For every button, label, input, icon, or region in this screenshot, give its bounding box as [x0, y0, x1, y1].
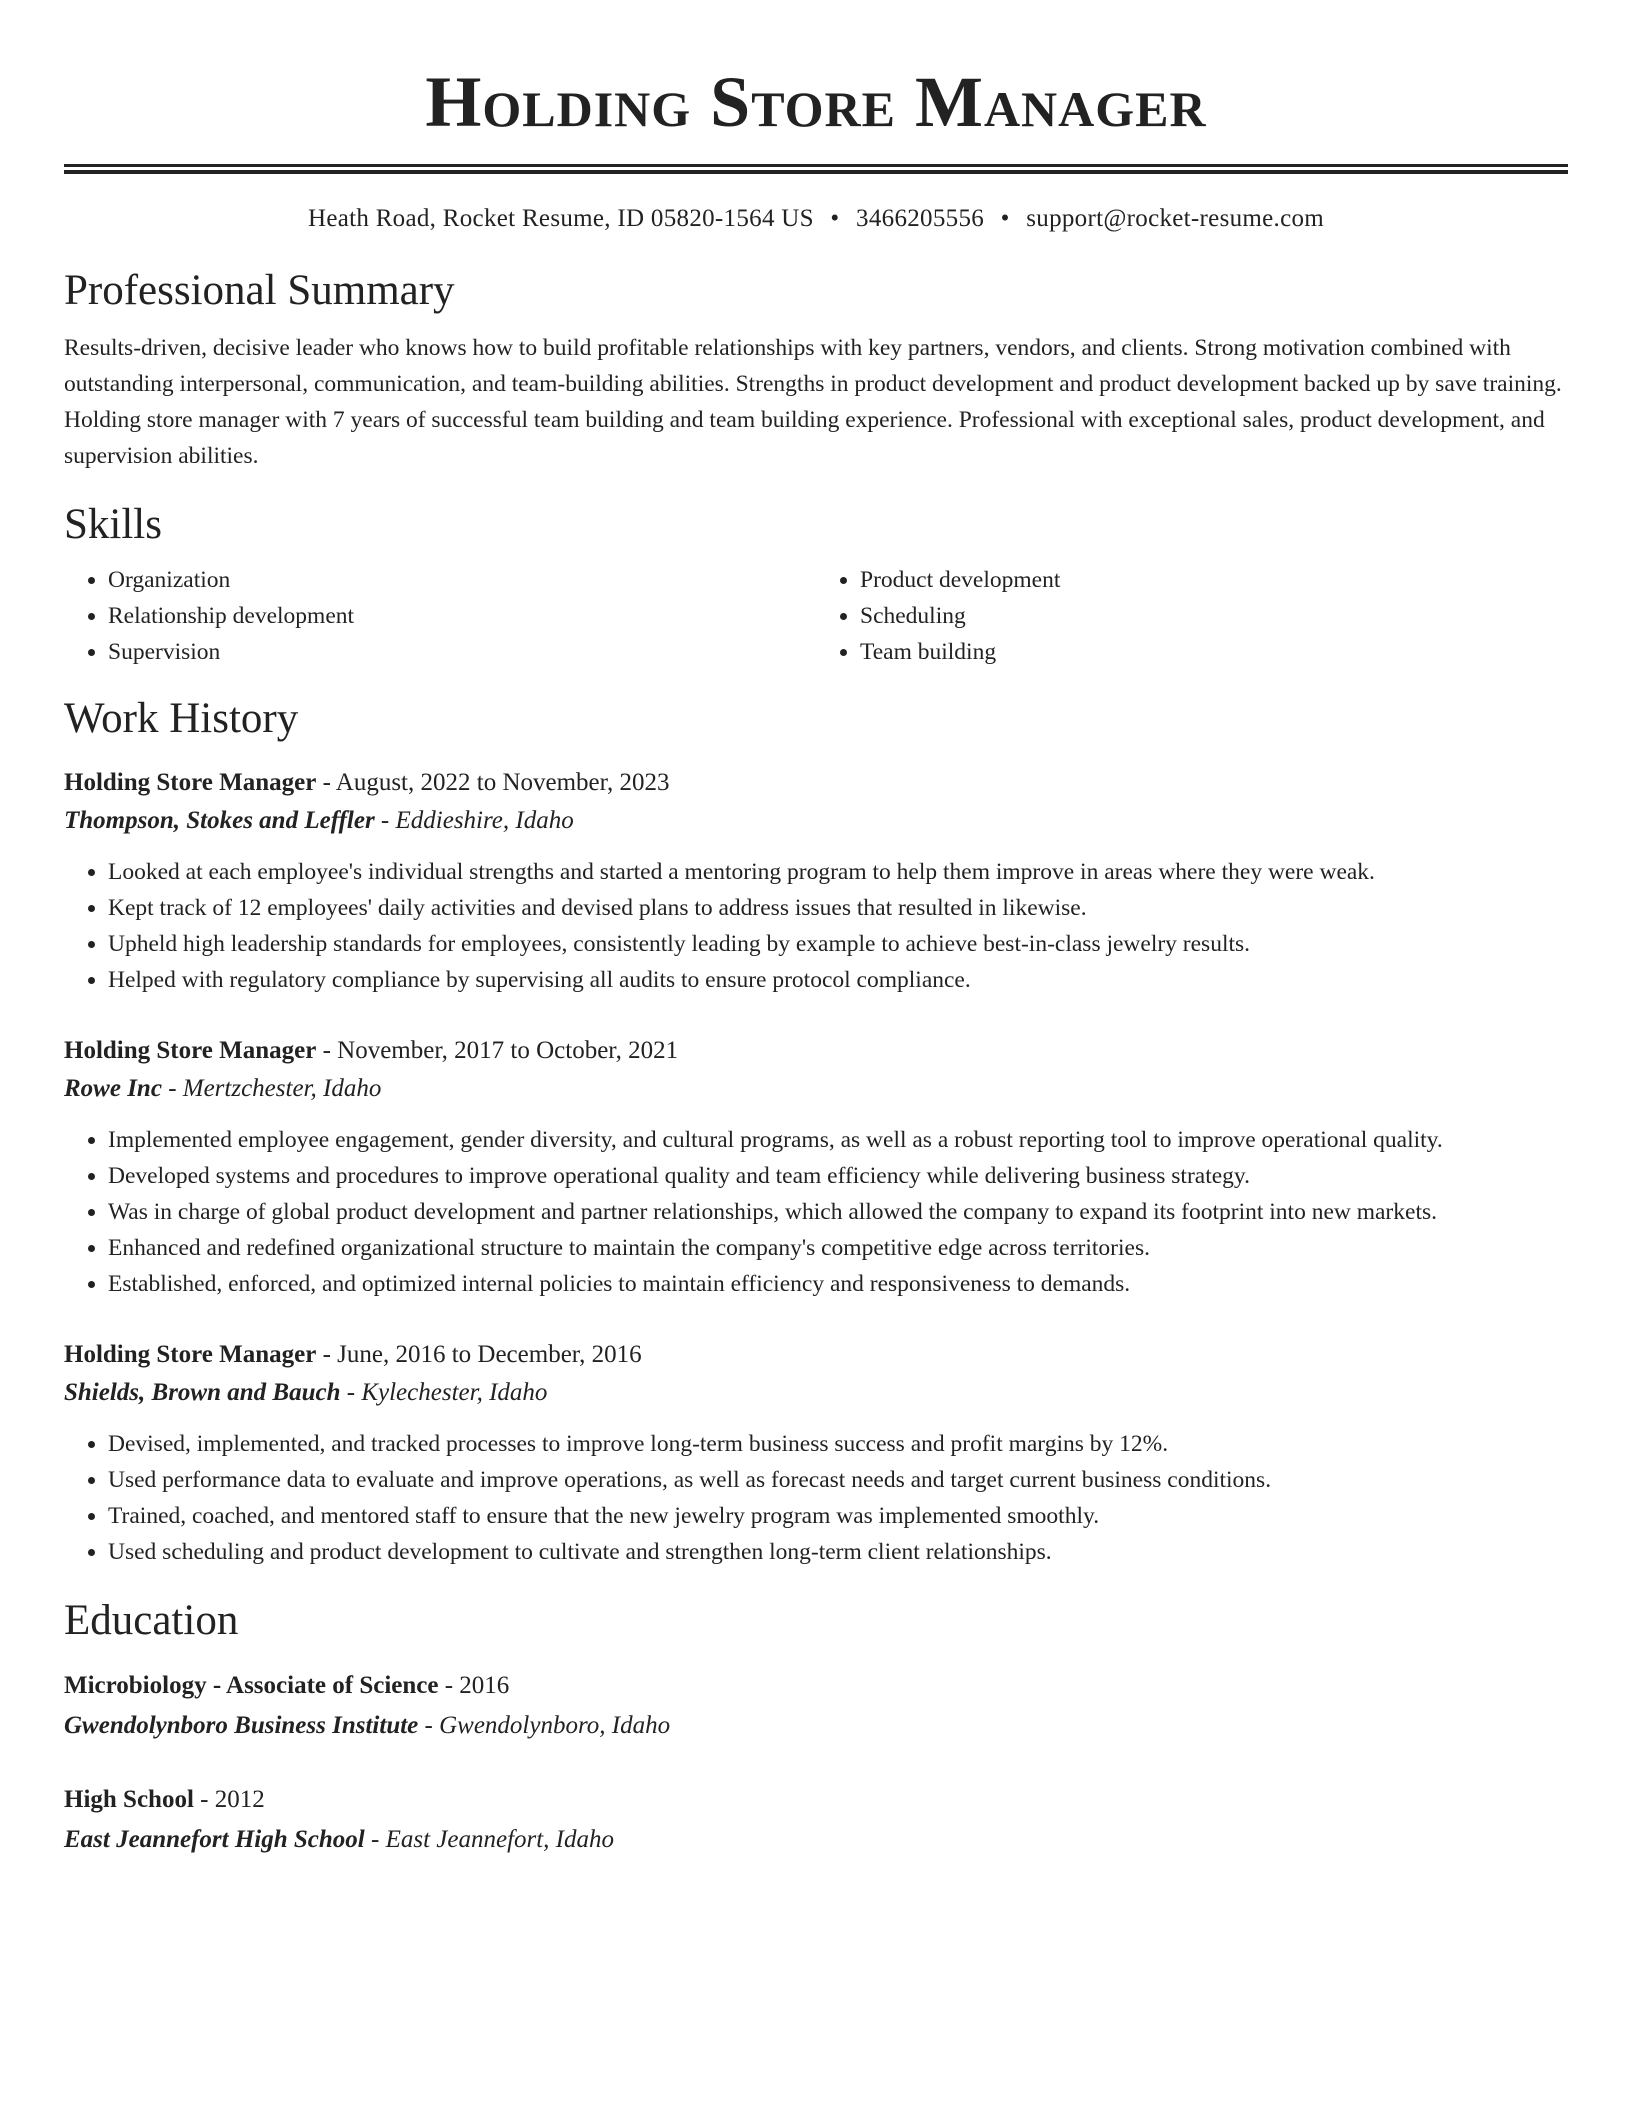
job-title-line	[64, 1336, 1568, 1374]
skills-heading: Skills	[64, 501, 162, 548]
dash: -	[364, 1826, 386, 1853]
job-bullet: • Developed systems and procedures to improve operational quality and team efficiency while delivering business strategy.	[108, 1158, 1568, 1194]
contact-email: support@rocket-resume.com	[1026, 205, 1325, 232]
job-dates: November, 2017 to October, 2021	[337, 1037, 679, 1064]
job-company-line	[64, 1374, 1568, 1412]
skill-item: • Organization	[108, 562, 816, 598]
job-entry	[64, 1336, 1568, 1570]
job-company: Shields, Brown and Bauch	[64, 1379, 341, 1406]
summary-heading: Professional Summary	[64, 267, 455, 314]
dash: -	[316, 1037, 338, 1064]
job-bullet: • Used scheduling and product development to cultivate and strengthen long-term client relationships.	[108, 1534, 1568, 1570]
skills-section	[64, 498, 1568, 670]
education-school: Gwendolynboro Business Institute	[64, 1712, 419, 1739]
education-entry	[64, 1780, 1568, 1860]
skill-item: • Relationship development	[108, 598, 816, 634]
dash: -	[438, 1672, 460, 1699]
job-company-line	[64, 802, 1568, 840]
job-bullet: • Was in charge of global product development and partner relationships, which allowed the company to expand its footprint into new markets.	[108, 1194, 1568, 1230]
job-bullet: • Looked at each employee's individual strengths and started a mentoring program to help them improve in areas where they were weak.	[108, 854, 1568, 890]
header-double-rule	[64, 164, 1568, 174]
education-degree-line	[64, 1666, 1568, 1706]
resume-name: Holding Store Manager	[425, 62, 1207, 142]
education-section	[64, 1594, 1568, 1860]
skill-item: • Supervision	[108, 634, 816, 670]
dash: -	[340, 1379, 362, 1406]
summary-section	[64, 264, 1568, 474]
job-bullet: • Kept track of 12 employees' daily activities and devised plans to address issues that resulted in likewise.	[108, 890, 1568, 926]
skill-item: • Scheduling	[860, 598, 1568, 634]
job-company-line	[64, 1070, 1568, 1108]
education-entry	[64, 1666, 1568, 1746]
job-bullets	[64, 1426, 1568, 1570]
skill-item: • Team building	[860, 634, 1568, 670]
skills-list-right	[816, 562, 1568, 670]
job-bullet: • Helped with regulatory compliance by supervising all audits to ensure protocol compliance.	[108, 962, 1568, 998]
job-bullet: • Upheld high leadership standards for employees, consistently leading by example to achieve best-in-class jewelry results.	[108, 926, 1568, 962]
job-company: Thompson, Stokes and Leffler	[64, 807, 375, 834]
job-bullet: • Implemented employee engagement, gender diversity, and cultural programs, as well as a robust reporting tool to improve operational quality.	[108, 1122, 1568, 1158]
skill-item: • Product development	[860, 562, 1568, 598]
job-title-line	[64, 764, 1568, 802]
job-bullet: • Established, enforced, and optimized internal policies to maintain efficiency and responsiveness to demands.	[108, 1266, 1568, 1302]
job-location: Kylechester, Idaho	[361, 1379, 548, 1406]
education-degree: Microbiology - Associate of Science	[64, 1672, 439, 1699]
summary-text: Results-driven, decisive leader who knows how to build profitable relationships with key partners, vendors, and clients. Strong motivation combined with outstanding interpersonal, communication, and team-building abilities. Strengths in product development and product development backed up by save training. Holding store manager with 7 years of successful team building and team building experience. Professional with exceptional sales, product development, and supervision abilities.	[64, 335, 1562, 469]
dash: -	[374, 807, 396, 834]
education-year: 2012	[214, 1786, 265, 1813]
education-degree: High School	[64, 1786, 194, 1813]
dash: -	[316, 769, 336, 796]
contact-phone: 3466205556	[856, 205, 985, 232]
work-history-section	[64, 692, 1568, 1570]
contact-line	[64, 202, 1568, 236]
job-title: Holding Store Manager	[64, 1037, 317, 1064]
education-heading: Education	[64, 1597, 239, 1644]
skills-columns	[64, 562, 1568, 670]
contact-separator: •	[830, 205, 840, 232]
education-year: 2016	[459, 1672, 510, 1699]
skills-list-left	[64, 562, 816, 670]
work-history-heading: Work History	[64, 695, 299, 742]
contact-address: Heath Road, Rocket Resume, ID 05820-1564 US	[307, 205, 814, 232]
job-title: Holding Store Manager	[64, 1341, 317, 1368]
job-title-line	[64, 1032, 1568, 1070]
job-dates: June, 2016 to December, 2016	[337, 1341, 642, 1368]
job-bullet: • Enhanced and redefined organizational structure to maintain the company's competitive edge across territories.	[108, 1230, 1568, 1266]
job-location: Eddieshire, Idaho	[395, 807, 574, 834]
job-bullets	[64, 854, 1568, 998]
education-school: East Jeannefort High School	[64, 1826, 365, 1853]
education-degree-line	[64, 1780, 1568, 1820]
education-school-line	[64, 1820, 1568, 1860]
dash: -	[418, 1712, 440, 1739]
job-location: Mertzchester, Idaho	[182, 1075, 382, 1102]
education-location: East Jeannefort, Idaho	[385, 1826, 615, 1853]
contact-separator: •	[1000, 205, 1010, 232]
job-entry	[64, 1032, 1568, 1302]
job-bullet: • Devised, implemented, and tracked processes to improve long-term business success and profit margins by 12%.	[108, 1426, 1568, 1462]
job-company: Rowe Inc	[64, 1075, 162, 1102]
job-entry	[64, 764, 1568, 998]
education-school-line	[64, 1706, 1568, 1746]
education-location: Gwendolynboro, Idaho	[439, 1712, 671, 1739]
job-bullets	[64, 1122, 1568, 1302]
job-title: Holding Store Manager	[64, 769, 317, 796]
job-bullet: • Trained, coached, and mentored staff to ensure that the new jewelry program was implemented smoothly.	[108, 1498, 1568, 1534]
job-dates: August, 2022 to November, 2023	[335, 769, 670, 796]
dash: -	[193, 1786, 215, 1813]
job-bullet: • Used performance data to evaluate and improve operations, as well as forecast needs and target current business conditions.	[108, 1462, 1568, 1498]
dash: -	[161, 1075, 183, 1102]
dash: -	[316, 1341, 338, 1368]
